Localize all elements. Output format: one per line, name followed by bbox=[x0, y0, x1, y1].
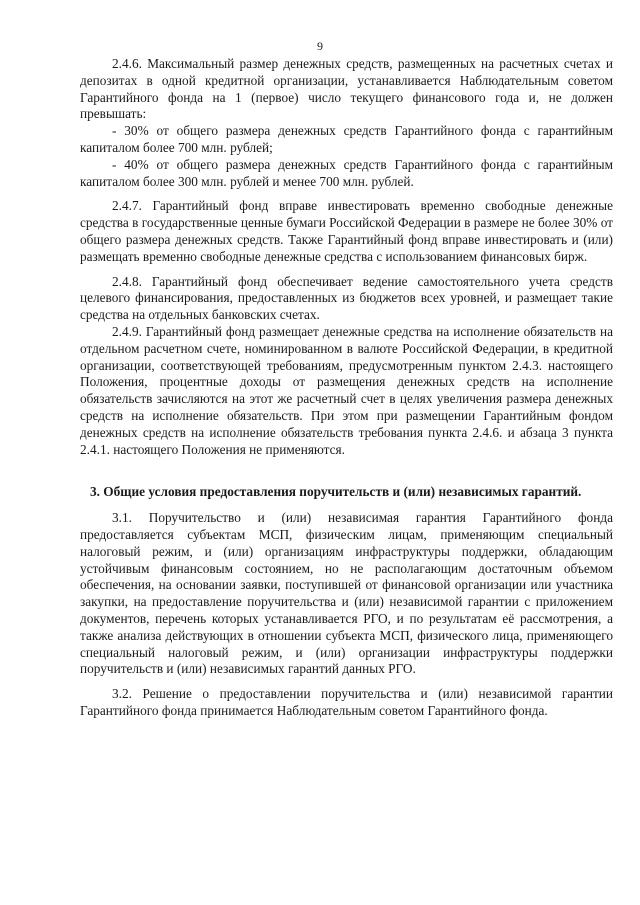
page-number: 9 bbox=[317, 39, 323, 53]
paragraph-2-4-8: 2.4.8. Гарантийный фонд обеспечивает ведение самостоятельного учета средств целевого финансирования, предоставленных из бюджетов всех уровней, и размещает такие средства на отдельных банковских счетах. bbox=[80, 273, 613, 323]
paragraph-2-4-7: 2.4.7. Гарантийный фонд вправе инвестировать временно свободные денежные средства в государственные ценные бумаги Российской Федерации в размере не более 30% от общего размера денежных средств. Также Гарантийный фонд вправе инвестировать и (или) размещать временно свободные денежные средства с использованием финансовых бирж. bbox=[80, 198, 613, 264]
paragraph-3-1: 3.1. Поручительство и (или) независимая гарантия Гарантийного фонда предоставляется субъектам МСП, физическим лицам, применяющим специальный налоговый режим, и (или) организациям инфраструктуры поддержки, обладающим устойчивым финансовым состоянием, но не располагающим достаточным объемом обеспечения, на основании заявки, поступившей от финансовой организации или участника закупки, на предоставление поручительства и (или) независимой гарантии с приложением документов, перечень которых устанавливается РГО, и по результатам её рассмотрения, а также анализа действующих в отношении субъекта МСП, физического лица, применяющего специальный налоговый режим, и (или) организации инфраструктуры поддержки поручительств и (или) независимых гарантий данных РГО. bbox=[80, 510, 613, 677]
paragraph-2-4-6: 2.4.6. Максимальный размер денежных средств, размещенных на расчетных счетах и депозитах в одной кредитной организации, устанавливается Наблюдательным советом Гарантийного фонда на 1 (первое) число текущего финансового года и, не должен превышать: bbox=[80, 56, 613, 122]
section-heading: 3. Общие условия предоставления поручительств и (или) независимых гарантий. bbox=[90, 484, 582, 500]
paragraph-2-4-9: 2.4.9. Гарантийный фонд размещает денежные средства на исполнение обязательств на отдельном расчетном счете, номинированном в валюте Российской Федерации, в кредитной организации, соответствующей требованиям, предусмотренным пунктом 2.4.3. настоящего Положения, процентные доходы от размещения денежных средств на исполнение обязательств зачисляются на этот же расчетный счет в целях увеличения размера денежных средств на исполнение обязательств. При этом при размещении Гарантийным фондом денежных средств на исполнение обязательств требования пункта 2.4.6. и абзаца 3 пункта 2.4.1. настоящего Положения не применяются. bbox=[80, 323, 613, 457]
list-item-40-percent: - 40% от общего размера денежных средств Гарантийного фонда с гарантийным капиталом более 300 млн. рублей и менее 700 млн. рублей. bbox=[80, 156, 613, 189]
paragraph-3-2: 3.2. Решение о предоставлении поручительства и (или) независимой гарантии Гарантийного фонда принимается Наблюдательным советом Гарантийного фонда. bbox=[80, 686, 613, 718]
page-body bbox=[80, 56, 613, 720]
list-item-30-percent: - 30% от общего размера денежных средств Гарантийного фонда с гарантийным капиталом более 700 млн. рублей; bbox=[80, 123, 613, 155]
